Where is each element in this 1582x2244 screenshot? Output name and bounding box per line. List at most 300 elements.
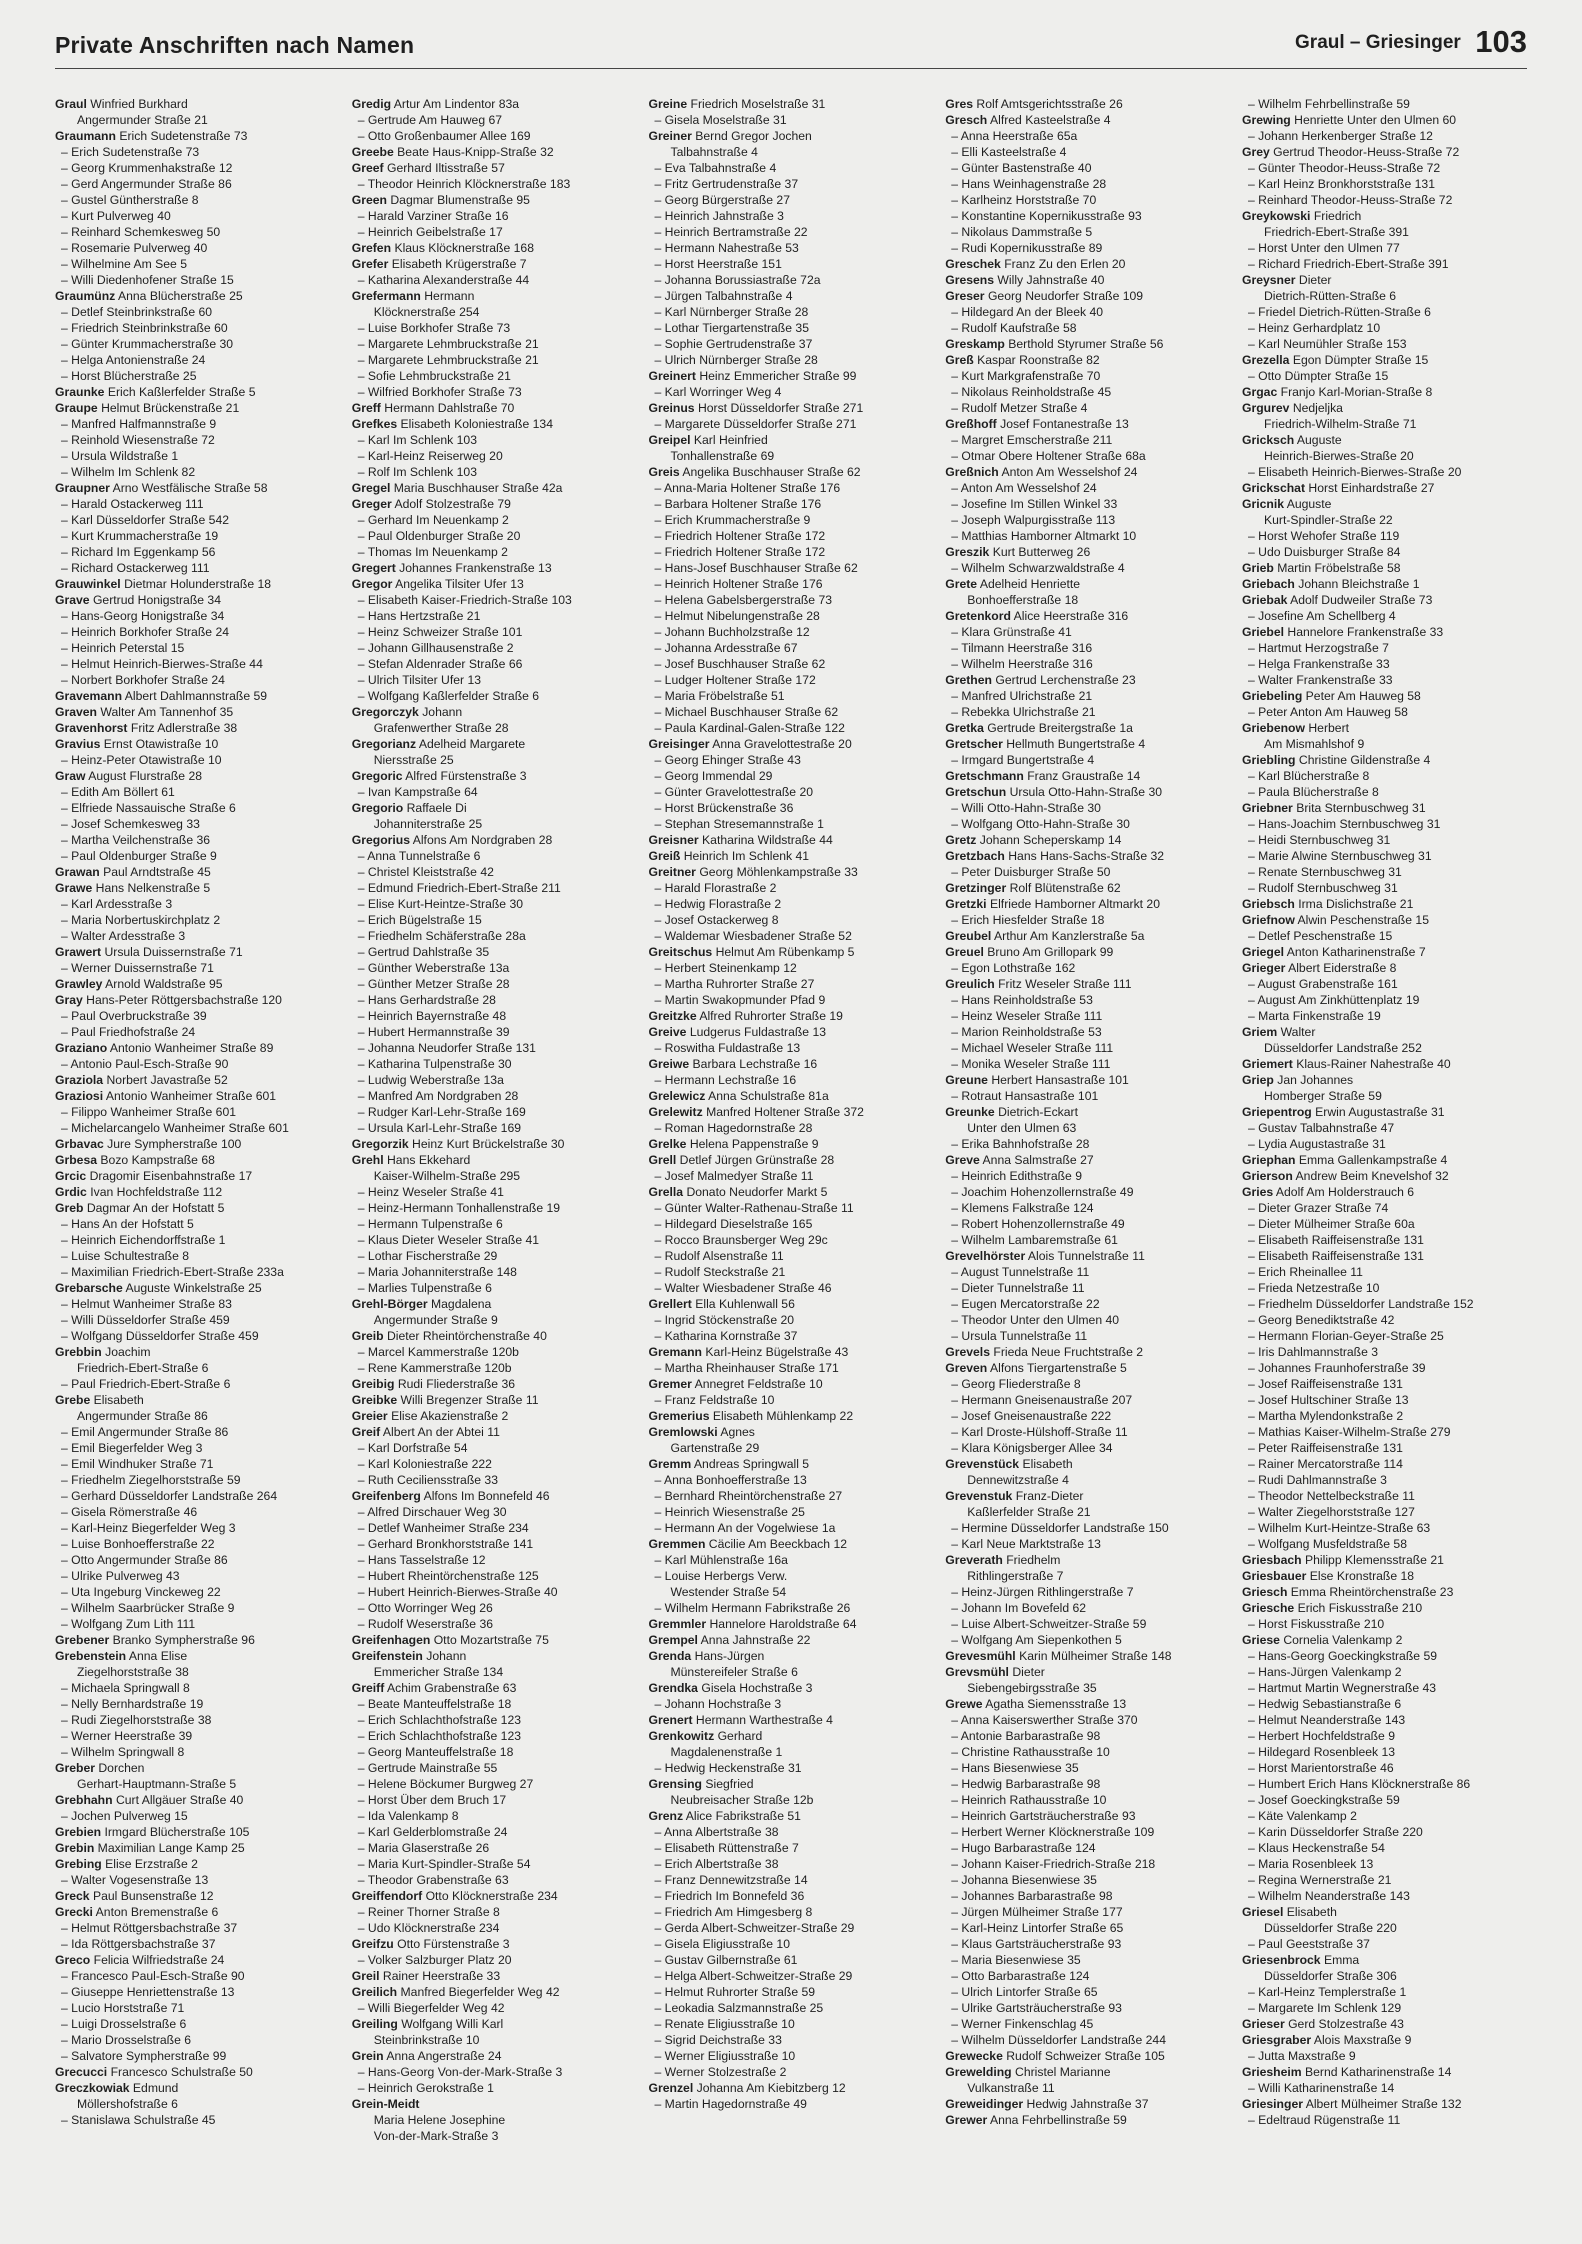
surname-entry <box>55 1088 340 1104</box>
surname: Greschek <box>945 257 1001 271</box>
surname-entry <box>55 1888 340 1904</box>
entry-details: Emma Rheintörchenstraße 23 <box>1290 1585 1454 1599</box>
entry-details: Anna Elise <box>128 1649 188 1663</box>
sub-entry: – Eva Talbahnstraße 4 <box>649 160 934 176</box>
surname-entry <box>352 736 637 752</box>
surname-entry <box>55 1152 340 1168</box>
surname: Grgurev <box>1242 401 1290 415</box>
sub-entry: – August Grabenstraße 161 <box>1242 976 1527 992</box>
entry-details: Heinz Kurt Brückelstraße 30 <box>412 1137 565 1151</box>
sub-entry: – Richard Ostackerweg 111 <box>55 560 340 576</box>
sub-entry: – Günther Weberstraße 13a <box>352 960 637 976</box>
sub-entry: – Klaus Heckenstraße 54 <box>1242 1840 1527 1856</box>
sub-entry: – Ingrid Stöckenstraße 20 <box>649 1312 934 1328</box>
sub-entry: – Reiner Thorner Straße 8 <box>352 1904 637 1920</box>
sub-entry: – Willi Katharinenstraße 14 <box>1242 2080 1527 2096</box>
surname-entry <box>352 416 637 432</box>
sub-entry: – Gerhard Bronkhorststraße 141 <box>352 1536 637 1552</box>
sub-entry: – Horst Heerstraße 151 <box>649 256 934 272</box>
sub-entry: – Manfred Am Nordgraben 28 <box>352 1088 637 1104</box>
sub-entry: – Friedhelm Düsseldorfer Landstraße 152 <box>1242 1296 1527 1312</box>
sub-entry: – Karl Droste-Hülshoff-Straße 11 <box>945 1424 1230 1440</box>
entry-details: Beate Haus-Knipp-Straße 32 <box>397 145 554 159</box>
surname-entry <box>1242 688 1527 704</box>
surname: Greine <box>648 97 688 111</box>
surname-entry <box>352 1296 637 1312</box>
sub-entry: – Waldemar Wiesbadener Straße 52 <box>649 928 934 944</box>
entry-continuation: Bonhoefferstraße 18 <box>967 593 1079 607</box>
surname: Graziano <box>55 1041 108 1055</box>
surname-entry <box>55 1648 340 1664</box>
surname-entry <box>1242 2016 1527 2032</box>
sub-entry: – Martha Rheinhauser Straße 171 <box>649 1360 934 1376</box>
sub-entry: – Gisela Römerstraße 46 <box>55 1504 340 1520</box>
surname: Griesche <box>1242 1601 1295 1615</box>
entry-details: Manfred Holtener Straße 372 <box>706 1105 864 1119</box>
sub-entry: – Wilhelm Heerstraße 316 <box>945 656 1230 672</box>
entry-details: Gertrud Honigstraße 34 <box>92 593 221 607</box>
sub-entry: – Otto Großenbaumer Allee 169 <box>352 128 637 144</box>
surname-entry <box>649 464 934 480</box>
surname: Greb <box>55 1201 84 1215</box>
sub-entry: – Georg Manteuffelstraße 18 <box>352 1744 637 1760</box>
surname-entry <box>945 2048 1230 2064</box>
sub-entry: – Johannes Fraunhoferstraße 39 <box>1242 1360 1527 1376</box>
sub-entry: – Manfred Halfmannstraße 9 <box>55 416 340 432</box>
surname-entry <box>352 1392 637 1408</box>
surname: Greiling <box>351 2017 398 2031</box>
surname-entry <box>945 1488 1230 1504</box>
sub-entry: – Reinhard Schemkesweg 50 <box>55 224 340 240</box>
sub-entry: – Wilhelmine Am See 5 <box>55 256 340 272</box>
surname-entry <box>55 976 340 992</box>
sub-entry: – Hermann Gneisenaustraße 207 <box>945 1392 1230 1408</box>
sub-entry: – Detlef Steinbrinkstraße 60 <box>55 304 340 320</box>
surname: Grezella <box>1242 353 1290 367</box>
sub-entry: – Edmund Friedrich-Ebert-Straße 211 <box>352 880 637 896</box>
entry-details: Elisabeth <box>1286 1905 1337 1919</box>
surname: Greysner <box>1242 273 1296 287</box>
entry-continuation: Westender Straße 54 <box>670 1585 787 1599</box>
entry-continuation: Johanniterstraße 25 <box>373 817 483 831</box>
surname: Greibig <box>351 1377 395 1391</box>
surname-entry <box>1242 752 1527 768</box>
surname: Griesbauer <box>1242 1569 1307 1583</box>
surname-entry <box>649 1648 934 1664</box>
entry-details: Anna Schulstraße 81a <box>708 1089 829 1103</box>
sub-entry: – Paul Friedrich-Ebert-Straße 6 <box>55 1376 340 1392</box>
sub-entry: – Ludger Holtener Straße 172 <box>649 672 934 688</box>
sub-entry: – Kurt Pulverweg 40 <box>55 208 340 224</box>
entry-details: Anton Katharinenstraße 7 <box>1286 945 1426 959</box>
sub-entry: – Nikolaus Dammstraße 5 <box>945 224 1230 240</box>
surname: Gregorianz <box>351 737 417 751</box>
surname-entry <box>945 96 1230 112</box>
surname-entry <box>55 1200 340 1216</box>
entry-continuation: Grafenwerther Straße 28 <box>373 721 509 735</box>
surname-entry <box>945 720 1230 736</box>
entry-details: Friedhelm <box>1006 1553 1061 1567</box>
entry-details: Georg Neudorfer Straße 109 <box>987 289 1144 303</box>
surname: Griesgraber <box>1242 2033 1312 2047</box>
surname-entry <box>649 1296 934 1312</box>
entry-details: Adelheid Margarete <box>418 737 526 751</box>
entry-continuation: Tonhallenstraße 69 <box>670 449 775 463</box>
surname: Gricnik <box>1242 497 1284 511</box>
entry-details: Elisabeth <box>93 1393 144 1407</box>
surname-entry <box>945 544 1230 560</box>
entry-details: Dagmar Blumenstraße 95 <box>390 193 530 207</box>
entry-details: Erich Sudetenstraße 73 <box>119 129 248 143</box>
entry-details: Dieter Rheintörchenstraße 40 <box>386 1329 547 1343</box>
surname: Grella <box>648 1185 684 1199</box>
surname-entry <box>1242 384 1527 400</box>
surname-entry <box>649 400 934 416</box>
surname: Griebeling <box>1242 689 1303 703</box>
surname-entry <box>649 1456 934 1472</box>
surname-entry <box>352 1936 637 1952</box>
surname-entry <box>1242 2096 1527 2112</box>
sub-entry: – Walter Frankenstraße 33 <box>1242 672 1527 688</box>
surname: Graven <box>55 705 98 719</box>
entry-continuation: Friedrich-Wilhelm-Straße 71 <box>1264 417 1417 431</box>
surname: Grawe <box>55 881 93 895</box>
sub-entry: – Rebekka Ulrichstraße 21 <box>945 704 1230 720</box>
sub-entry: – Karl Gelderblomstraße 24 <box>352 1824 637 1840</box>
surname: Greiff <box>351 1681 385 1695</box>
entry-details: Helmut Am Rübenkamp 5 <box>715 945 855 959</box>
sub-entry: – Heinrich Gerokstraße 1 <box>352 2080 637 2096</box>
sub-entry: – Johann Gillhausenstraße 2 <box>352 640 637 656</box>
surname-entry <box>649 2080 934 2096</box>
entry-details: Branko Sympherstraße 96 <box>112 1633 255 1647</box>
entry-details: Rudi Fliederstraße 36 <box>397 1377 515 1391</box>
sub-entry: – Paula Kardinal-Galen-Straße 122 <box>649 720 934 736</box>
surname: Greinus <box>648 401 695 415</box>
sub-entry: – Rudolf Metzer Straße 4 <box>945 400 1230 416</box>
sub-entry: – Sofie Lehmbruckstraße 21 <box>352 368 637 384</box>
sub-entry: – Josef Hultschiner Straße 13 <box>1242 1392 1527 1408</box>
surname: Griegel <box>1242 945 1284 959</box>
surname-entry <box>945 2064 1230 2080</box>
entry-details: Franjo Karl-Morian-Straße 8 <box>1280 385 1433 399</box>
entry-details: Walter Am Tannenhof 35 <box>100 705 234 719</box>
sub-entry: – Manfred Ulrichstraße 21 <box>945 688 1230 704</box>
surname: Grebener <box>55 1633 110 1647</box>
sub-entry: – Anna Heerstraße 65a <box>945 128 1230 144</box>
sub-entry: – Friedrich Holtener Straße 172 <box>649 544 934 560</box>
surname: Grbavac <box>55 1137 104 1151</box>
entry-continuation: Düsseldorfer Straße 220 <box>1264 1921 1397 1935</box>
surname-entry <box>55 992 340 1008</box>
surname-entry <box>945 784 1230 800</box>
sub-entry: – Georg Bürgerstraße 27 <box>649 192 934 208</box>
surname-entry <box>649 1536 934 1552</box>
surname-entry <box>945 976 1230 992</box>
surname: Griebel <box>1242 625 1284 639</box>
sub-entry: – Harald Florastraße 2 <box>649 880 934 896</box>
entry-details: Auguste Winkelstraße 25 <box>125 1281 262 1295</box>
entry-continuation: Rithlingerstraße 7 <box>967 1569 1064 1583</box>
name-range: Graul – Griesinger <box>1295 32 1461 53</box>
entry-continuation: Vulkanstraße 11 <box>967 2081 1055 2095</box>
surname: Gregorzik <box>351 1137 409 1151</box>
entry-continuation: Düsseldorfer Straße 306 <box>1264 1969 1397 1983</box>
surname: Greipel <box>648 433 691 447</box>
sub-entry: – Gertrud Dahlstraße 35 <box>352 944 637 960</box>
entry-details: Elise Erzstraße 2 <box>105 1857 198 1871</box>
sub-entry: – Renate Sternbuschweg 31 <box>1242 864 1527 880</box>
sub-entry: – Johann Hochstraße 3 <box>649 1696 934 1712</box>
sub-entry: – Louise Herbergs Verw. <box>649 1568 934 1584</box>
surname: Griemert <box>1242 1057 1293 1071</box>
sub-entry: – Ida Röttgersbachstraße 37 <box>55 1936 340 1952</box>
entry-details: Erwin Augustastraße 31 <box>1315 1105 1445 1119</box>
surname-entry <box>55 864 340 880</box>
surname-entry <box>945 1072 1230 1088</box>
surname: Gregorio <box>351 801 404 815</box>
surname-entry <box>55 1184 340 1200</box>
entry-details: Alfons Tiergartenstraße 5 <box>989 1361 1127 1375</box>
entry-details: Rainer Heerstraße 33 <box>382 1969 501 1983</box>
entry-details: Gerhard Iltisstraße 57 <box>386 161 505 175</box>
surname-entry <box>55 592 340 608</box>
sub-entry: – Wolfgang Düsseldorfer Straße 459 <box>55 1328 340 1344</box>
entry-continuation: Dennewitzstraße 4 <box>967 1473 1069 1487</box>
sub-entry: – Richard Im Eggenkamp 56 <box>55 544 340 560</box>
sub-entry: – Emil Windhuker Straße 71 <box>55 1456 340 1472</box>
sub-entry: – Karl Im Schlenk 103 <box>352 432 637 448</box>
surname: Grelewicz <box>648 1089 706 1103</box>
surname: Grehl-Börger <box>351 1297 428 1311</box>
surname-entry <box>1242 496 1527 512</box>
sub-entry: – Heinz-Hermann Tonhallenstraße 19 <box>352 1200 637 1216</box>
sub-entry: – Erika Bahnhofstraße 28 <box>945 1136 1230 1152</box>
surname: Greive <box>648 1025 687 1039</box>
sub-entry: – Georg Krummenhakstraße 12 <box>55 160 340 176</box>
surname-entry <box>1242 1584 1527 1600</box>
entry-continuation: Steinbrinkstraße 10 <box>373 2033 480 2047</box>
surname-entry <box>1242 592 1527 608</box>
entry-details: Bernd Gregor Jochen <box>695 129 812 143</box>
sub-entry: – Karl Neumühler Straße 153 <box>1242 336 1527 352</box>
sub-entry: – Günter Walter-Rathenau-Straße 11 <box>649 1200 934 1216</box>
surname: Gredig <box>351 97 392 111</box>
surname-entry <box>55 1392 340 1408</box>
sub-entry: – Helmut Neanderstraße 143 <box>1242 1712 1527 1728</box>
surname-entry <box>352 1648 637 1664</box>
sub-entry: – Hildegard Dieselstraße 165 <box>649 1216 934 1232</box>
sub-entry: – Heinrich Bayernstraße 48 <box>352 1008 637 1024</box>
sub-entry: – Stefan Aldenrader Straße 66 <box>352 656 637 672</box>
sub-entry: – Walter Ardesstraße 3 <box>55 928 340 944</box>
sub-entry: – Maria Fröbelstraße 51 <box>649 688 934 704</box>
surname: Grecucci <box>55 2065 108 2079</box>
sub-entry: – Rudger Karl-Lehr-Straße 169 <box>352 1104 637 1120</box>
sub-entry: – Filippo Wanheimer Straße 601 <box>55 1104 340 1120</box>
sub-entry: – Elisabeth Raiffeisenstraße 131 <box>1242 1232 1527 1248</box>
sub-entry: – Ursula Tunnelstraße 11 <box>945 1328 1230 1344</box>
surname: Greykowski <box>1242 209 1311 223</box>
sub-entry: – Rocco Braunsberger Weg 29c <box>649 1232 934 1248</box>
sub-entry: – Paula Blücherstraße 8 <box>1242 784 1527 800</box>
surname-entry <box>945 464 1230 480</box>
surname: Grevsmühl <box>945 1665 1009 1679</box>
entry-details: Dieter <box>1012 1665 1045 1679</box>
sub-entry: – Maria Norbertuskirchplatz 2 <box>55 912 340 928</box>
surname-entry <box>352 160 637 176</box>
surname-entry <box>945 1552 1230 1568</box>
sub-entry: – Johann Kaiser-Friedrich-Straße 218 <box>945 1856 1230 1872</box>
surname: Gremann <box>648 1345 703 1359</box>
sub-entry: – Christine Rathausstraße 10 <box>945 1744 1230 1760</box>
surname: Greilich <box>351 1985 398 1999</box>
surname: Gremerius <box>648 1409 710 1423</box>
sub-entry: – Otto Angermunder Straße 86 <box>55 1552 340 1568</box>
sub-entry: – Harald Ostackerweg 111 <box>55 496 340 512</box>
surname-entry <box>55 1136 340 1152</box>
entry-details: Herbert Hansastraße 101 <box>991 1073 1129 1087</box>
surname-entry <box>352 480 637 496</box>
sub-entry: – Otmar Obere Holtener Straße 68a <box>945 448 1230 464</box>
entry-continuation: Von-der-Mark-Straße 3 <box>373 2129 499 2143</box>
entry-continuation: Niersstraße 25 <box>373 753 454 767</box>
surname-entry <box>1242 272 1527 288</box>
surname: Greubel <box>945 929 992 943</box>
entry-details: Anton Bremenstraße 6 <box>95 1905 219 1919</box>
sub-entry: – Egon Lothstraße 162 <box>945 960 1230 976</box>
sub-entry: – Wilhelm Saarbrücker Straße 9 <box>55 1600 340 1616</box>
sub-entry: – Margarete Lehmbruckstraße 21 <box>352 336 637 352</box>
sub-entry: – Elisabeth Heinrich-Bierwes-Straße 20 <box>1242 464 1527 480</box>
surname-entry <box>352 96 637 112</box>
surname-entry <box>352 832 637 848</box>
entry-details: Alwin Peschenstraße 15 <box>1297 913 1429 927</box>
surname-entry <box>55 768 340 784</box>
surname-entry <box>352 192 637 208</box>
sub-entry: – Gisela Moselstraße 31 <box>649 112 934 128</box>
entry-details: Elise Akazienstraße 2 <box>391 1409 509 1423</box>
surname: Griesinger <box>1242 2097 1303 2111</box>
surname: Gregor <box>351 577 393 591</box>
entry-details: Hellmuth Bungertstraße 4 <box>1006 737 1146 751</box>
surname-entry <box>945 928 1230 944</box>
entry-details: Hans-Peter Röttgersbachstraße 120 <box>86 993 282 1007</box>
sub-entry: – Walter Ziegelhorststraße 127 <box>1242 1504 1527 1520</box>
sub-entry: – Elli Kasteelstraße 4 <box>945 144 1230 160</box>
sub-entry: – Lydia Augustastraße 31 <box>1242 1136 1527 1152</box>
sub-entry: – Helga Frankenstraße 33 <box>1242 656 1527 672</box>
entry-details: Maximilian Lange Kamp 25 <box>97 1841 245 1855</box>
surname-entry <box>352 256 637 272</box>
entry-continuation: Kurt-Spindler-Straße 22 <box>1264 513 1393 527</box>
sub-entry: – Kurt Markgrafenstraße 70 <box>945 368 1230 384</box>
sub-entry: – Reinhold Wiesenstraße 72 <box>55 432 340 448</box>
entry-details: Gisela Hochstraße 3 <box>701 1681 813 1695</box>
surname: Gresens <box>945 273 995 287</box>
surname: Grenzel <box>648 2081 694 2095</box>
sub-entry: – Margret Emscherstraße 211 <box>945 432 1230 448</box>
surname-entry <box>945 1152 1230 1168</box>
entry-details: Alice Heerstraße 316 <box>1013 609 1129 623</box>
sub-entry: – Gustav Talbahnstraße 47 <box>1242 1120 1527 1136</box>
sub-entry: – Karl Dorfstraße 54 <box>352 1440 637 1456</box>
entry-details: Dorchen <box>98 1761 145 1775</box>
sub-entry: – Rudolf Kaufstraße 58 <box>945 320 1230 336</box>
sub-entry: – Johann Im Bovefeld 62 <box>945 1600 1230 1616</box>
sub-entry: – Margarete Düsseldorfer Straße 271 <box>649 416 934 432</box>
surname: Greisner <box>648 833 699 847</box>
sub-entry: – Hermann Tulpenstraße 6 <box>352 1216 637 1232</box>
sub-entry: – Lothar Tiergartenstraße 35 <box>649 320 934 336</box>
entry-details: Gertrud Lerchenstraße 23 <box>995 673 1136 687</box>
entry-details: Agnes <box>720 1425 755 1439</box>
surname-entry <box>1242 1024 1527 1040</box>
entry-details: Alois Tunnelstraße 11 <box>1027 1249 1145 1263</box>
entry-details: Ernst Otawistraße 10 <box>103 737 219 751</box>
sub-entry: – Rolf Im Schlenk 103 <box>352 464 637 480</box>
entry-details: Agatha Siemensstraße 13 <box>985 1697 1127 1711</box>
sub-entry: – Hermann Lechstraße 16 <box>649 1072 934 1088</box>
sub-entry: – Elisabeth Raiffeisenstraße 131 <box>1242 1248 1527 1264</box>
sub-entry: – Anna Kaiserswerther Straße 370 <box>945 1712 1230 1728</box>
entry-details: August Flurstraße 28 <box>88 769 203 783</box>
surname: Grete <box>945 577 978 591</box>
surname: Greber <box>55 1761 95 1775</box>
entry-details: Elisabeth Krügerstraße 7 <box>391 257 527 271</box>
surname: Gretschun <box>945 785 1007 799</box>
sub-entry: – Helga Antonienstraße 24 <box>55 352 340 368</box>
sub-entry: – Hans Tasselstraße 12 <box>352 1552 637 1568</box>
entry-details: Helmut Brückenstraße 21 <box>101 401 240 415</box>
surname-entry <box>55 944 340 960</box>
entry-details: Jure Sympherstraße 100 <box>107 1137 242 1151</box>
surname-entry <box>55 1792 340 1808</box>
surname: Green <box>351 193 387 207</box>
sub-entry: – Richard Friedrich-Ebert-Straße 391 <box>1242 256 1527 272</box>
entry-details: Emma Gallenkampstraße 4 <box>1298 1153 1448 1167</box>
entry-details: Wolfgang Willi Karl <box>401 2017 504 2031</box>
entry-details: Rudolf Schweizer Straße 105 <box>1006 2049 1165 2063</box>
entry-details: Gertrude Breitergstraße 1a <box>987 721 1133 735</box>
sub-entry: – Mathias Kaiser-Wilhelm-Straße 279 <box>1242 1424 1527 1440</box>
surname-entry <box>55 1904 340 1920</box>
surname-entry <box>649 944 934 960</box>
surname: Gregert <box>351 561 396 575</box>
surname: Grieb <box>1242 561 1274 575</box>
surname: Grey <box>1242 145 1270 159</box>
sub-entry: – Monika Weseler Straße 111 <box>945 1056 1230 1072</box>
surname-entry <box>945 848 1230 864</box>
sub-entry: – Otto Dümpter Straße 15 <box>1242 368 1527 384</box>
surname: Graziosi <box>55 1089 104 1103</box>
sub-entry: – Willi Otto-Hahn-Straße 30 <box>945 800 1230 816</box>
sub-entry: – Marie Alwine Sternbuschweg 31 <box>1242 848 1527 864</box>
entry-details: Josef Fontanestraße 13 <box>1000 417 1129 431</box>
sub-entry: – Gustel Güntherstraße 8 <box>55 192 340 208</box>
surname-entry <box>55 1168 340 1184</box>
surname: Griesel <box>1242 1905 1284 1919</box>
sub-entry: – Horst Blücherstraße 25 <box>55 368 340 384</box>
sub-entry: – Dieter Tunnelstraße 11 <box>945 1280 1230 1296</box>
entry-details: Jan Johannes <box>1277 1073 1354 1087</box>
sub-entry: – Hans-Joachim Sternbuschweg 31 <box>1242 816 1527 832</box>
surname: Gres <box>945 97 974 111</box>
sub-entry: – Friedhelm Schäferstraße 28a <box>352 928 637 944</box>
sub-entry: – Erich Albertstraße 38 <box>649 1856 934 1872</box>
sub-entry: – Edeltraud Rügenstraße 11 <box>1242 2112 1527 2128</box>
entry-details: Frieda Neue Fruchtstraße 2 <box>993 1345 1144 1359</box>
